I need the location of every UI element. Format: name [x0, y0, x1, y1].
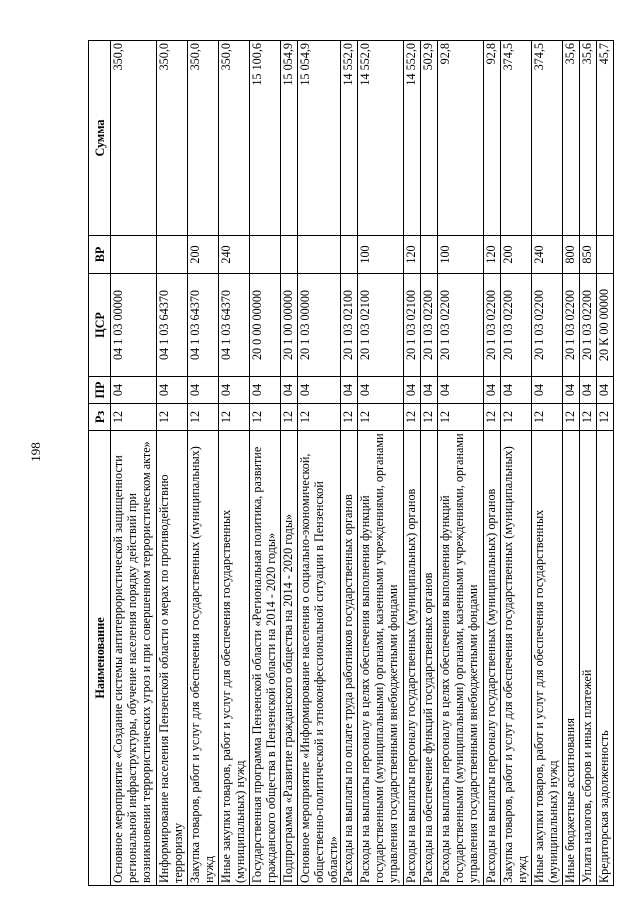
cell-sum: 15 054,9 — [298, 41, 341, 236]
cell-vr: 240 — [532, 236, 563, 274]
cell-sum: 92,8 — [438, 41, 484, 236]
cell-name: Иные закупки товаров, работ и услуг для обеспечения государственных (муниципальных) нужд — [219, 431, 250, 886]
cell-sum: 350,0 — [188, 41, 219, 236]
cell-csr: 20 1 03 02100 — [404, 274, 421, 377]
cell-vr — [597, 236, 614, 274]
cell-rz: 12 — [250, 404, 281, 431]
cell-csr: 20 1 03 02200 — [501, 274, 532, 377]
table-header-row — [89, 41, 111, 886]
rotated-table-container — [88, 41, 611, 886]
cell-rz: 12 — [404, 404, 421, 431]
cell-vr: 240 — [219, 236, 250, 274]
cell-name: Основное мероприятие «Создание системы антитеррористической защищенности региональной инфраструктуры, обучение населения порядку действий при возникновении террористических угроз и при совершенном террористическом акте» — [111, 431, 157, 886]
cell-pr: 04 — [580, 377, 597, 404]
cell-rz: 12 — [532, 404, 563, 431]
cell-name: Закупка товаров, работ и услуг для обеспечения государственных (муниципальных) нужд — [188, 431, 219, 886]
budget-table — [88, 40, 614, 886]
cell-csr: 04 1 03 64370 — [157, 274, 188, 377]
cell-name: Расходы на выплаты персоналу государственных (муниципальных) органов — [484, 431, 501, 886]
cell-csr: 20 1 03 02200 — [484, 274, 501, 377]
cell-vr: 100 — [438, 236, 484, 274]
header-pr: ПР — [89, 377, 111, 404]
cell-sum: 374,5 — [532, 41, 563, 236]
cell-pr: 04 — [358, 377, 404, 404]
header-name: Наименование — [89, 431, 111, 886]
cell-rz: 12 — [580, 404, 597, 431]
cell-sum: 14 552,0 — [341, 41, 358, 236]
cell-pr: 04 — [298, 377, 341, 404]
cell-pr: 04 — [250, 377, 281, 404]
cell-name: Расходы на выплаты персоналу государственных (муниципальных) органов — [404, 431, 421, 886]
table-row — [563, 41, 580, 886]
header-csr: ЦСР — [89, 274, 111, 377]
cell-csr: 20 1 03 02200 — [438, 274, 484, 377]
cell-vr — [157, 236, 188, 274]
cell-name: Расходы на выплаты по оплате труда работников государственных органов — [341, 431, 358, 886]
cell-sum: 350,0 — [219, 41, 250, 236]
cell-csr: 20 1 03 02100 — [341, 274, 358, 377]
cell-vr — [281, 236, 298, 274]
table-row — [501, 41, 532, 886]
cell-csr: 20 1 03 02200 — [532, 274, 563, 377]
cell-pr: 04 — [157, 377, 188, 404]
cell-pr: 04 — [484, 377, 501, 404]
cell-sum: 350,0 — [157, 41, 188, 236]
cell-name: Закупка товаров, работ и услуг для обеспечения государственных (муниципальных) нужд — [501, 431, 532, 886]
cell-pr: 04 — [438, 377, 484, 404]
cell-name: Основное мероприятие «Информирование населения о социально-экономической, общественно-политической и этноконфессиональной ситуации в Пензенской области» — [298, 431, 341, 886]
table-row — [111, 41, 157, 886]
table-row — [281, 41, 298, 886]
cell-rz: 12 — [298, 404, 341, 431]
cell-pr: 04 — [281, 377, 298, 404]
cell-pr: 04 — [219, 377, 250, 404]
cell-vr — [421, 236, 438, 274]
cell-vr: 200 — [501, 236, 532, 274]
cell-vr: 120 — [404, 236, 421, 274]
cell-sum: 14 552,0 — [358, 41, 404, 236]
table-row — [188, 41, 219, 886]
cell-pr: 04 — [563, 377, 580, 404]
cell-sum: 45,7 — [597, 41, 614, 236]
cell-pr: 04 — [111, 377, 157, 404]
cell-rz: 12 — [563, 404, 580, 431]
cell-name: Расходы на выплаты персоналу в целях обеспечения выполнения функций государственными (муниципальными) органами, казенными учреждениями, органами управления государственными внебюджетными фондами — [358, 431, 404, 886]
table-row — [438, 41, 484, 886]
cell-sum: 350,0 — [111, 41, 157, 236]
cell-rz: 12 — [501, 404, 532, 431]
cell-rz: 12 — [597, 404, 614, 431]
cell-name: Расходы на выплаты персоналу в целях обеспечения выполнения функций государственными (муниципальными) органами, казенными учреждениями, органами управления государственными внебюджетными фондами — [438, 431, 484, 886]
cell-name: Государственная программа Пензенской области «Региональная политика, развитие гражданского общества в Пензенской области на 2014 - 2020 годы» — [250, 431, 281, 886]
cell-pr: 04 — [341, 377, 358, 404]
cell-rz: 12 — [341, 404, 358, 431]
table-row — [580, 41, 597, 886]
cell-rz: 12 — [438, 404, 484, 431]
cell-csr: 04 1 03 64370 — [219, 274, 250, 377]
cell-csr: 04 1 03 00000 — [111, 274, 157, 377]
cell-name: Уплата налогов, сборов и иных платежей — [580, 431, 597, 886]
cell-rz: 12 — [281, 404, 298, 431]
cell-rz: 12 — [358, 404, 404, 431]
cell-sum: 374,5 — [501, 41, 532, 236]
cell-vr: 800 — [563, 236, 580, 274]
table-row — [484, 41, 501, 886]
cell-csr: 20 1 00 00000 — [281, 274, 298, 377]
cell-vr — [111, 236, 157, 274]
cell-name: Кредиторская задолженность — [597, 431, 614, 886]
cell-csr: 20 1 03 02200 — [421, 274, 438, 377]
cell-vr: 120 — [484, 236, 501, 274]
cell-csr: 20 1 03 02200 — [580, 274, 597, 377]
table-row — [250, 41, 281, 886]
header-vr: ВР — [89, 236, 111, 274]
cell-sum: 35,6 — [580, 41, 597, 236]
cell-rz: 12 — [484, 404, 501, 431]
cell-rz: 12 — [188, 404, 219, 431]
cell-sum: 92,8 — [484, 41, 501, 236]
cell-csr: 20 0 00 00000 — [250, 274, 281, 377]
cell-vr — [298, 236, 341, 274]
table-row — [421, 41, 438, 886]
cell-rz: 12 — [421, 404, 438, 431]
table-row — [341, 41, 358, 886]
cell-pr: 04 — [421, 377, 438, 404]
header-rz: Рз — [89, 404, 111, 431]
cell-sum: 15 100,6 — [250, 41, 281, 236]
page-number: 198 — [28, 442, 43, 462]
header-sum: Сумма — [89, 41, 111, 236]
cell-sum: 14 552,0 — [404, 41, 421, 236]
cell-vr — [250, 236, 281, 274]
cell-vr: 100 — [358, 236, 404, 274]
table-row — [358, 41, 404, 886]
table-row — [298, 41, 341, 886]
cell-csr: 20 К 00 00000 — [597, 274, 614, 377]
cell-pr: 04 — [404, 377, 421, 404]
table-row — [157, 41, 188, 886]
cell-vr: 850 — [580, 236, 597, 274]
table-row — [404, 41, 421, 886]
cell-name: Подпрограмма «Развитие гражданского общества на 2014 - 2020 годы» — [281, 431, 298, 886]
cell-rz: 12 — [157, 404, 188, 431]
cell-rz: 12 — [111, 404, 157, 431]
cell-pr: 04 — [532, 377, 563, 404]
cell-sum: 15 054,9 — [281, 41, 298, 236]
table-row — [597, 41, 614, 886]
table-row — [532, 41, 563, 886]
cell-csr: 04 1 03 64370 — [188, 274, 219, 377]
cell-csr: 20 1 03 00000 — [298, 274, 341, 377]
cell-vr — [341, 236, 358, 274]
cell-rz: 12 — [219, 404, 250, 431]
cell-vr: 200 — [188, 236, 219, 274]
cell-sum: 502,9 — [421, 41, 438, 236]
cell-name: Иные закупки товаров, работ и услуг для обеспечения государственных (муниципальных) нужд — [532, 431, 563, 886]
cell-name: Расходы на обеспечение функций государственных органов — [421, 431, 438, 886]
cell-csr: 20 1 03 02200 — [563, 274, 580, 377]
cell-pr: 04 — [501, 377, 532, 404]
cell-name: Информирование населения Пензенской области о мерах по противодействию терроризму — [157, 431, 188, 886]
table-row — [219, 41, 250, 886]
cell-sum: 35,6 — [563, 41, 580, 236]
cell-name: Иные бюджетные ассигнования — [563, 431, 580, 886]
cell-pr: 04 — [188, 377, 219, 404]
cell-csr: 20 1 03 02100 — [358, 274, 404, 377]
cell-pr: 04 — [597, 377, 614, 404]
